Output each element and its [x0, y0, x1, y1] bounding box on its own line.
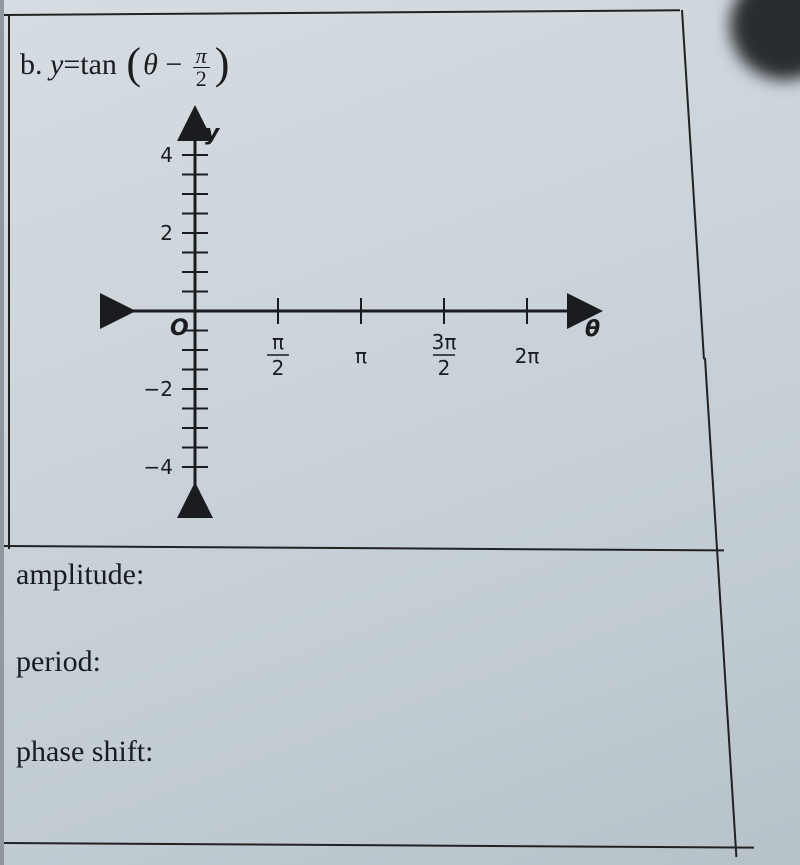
equation-func: tan [80, 48, 117, 81]
y-axis-label: y [205, 121, 220, 146]
tick-labels [144, 121, 601, 479]
axes [118, 123, 585, 500]
theta-axis-label: θ [585, 317, 601, 342]
equation-minus: − [165, 48, 183, 81]
equation-close-paren: ) [214, 39, 230, 88]
x-tick-label: 2π [514, 344, 540, 368]
origin-label: O [170, 316, 189, 341]
equation-y: y [50, 48, 64, 81]
equation-theta: θ [143, 48, 158, 81]
equation-frac-num: π [193, 45, 210, 68]
period-prompt: period: [16, 645, 101, 678]
phase-shift-prompt: phase shift: [16, 735, 154, 768]
y-tick-label: 4 [160, 143, 173, 167]
x-tick-label-numerator: π [271, 330, 285, 354]
equation-open-paren: ( [126, 39, 142, 88]
equation-frac-den: 2 [195, 65, 207, 91]
x-tick-label-numerator: 3π [431, 330, 457, 354]
y-tick-label: −2 [143, 377, 173, 401]
y-tick-label: 2 [160, 221, 173, 245]
problem-label: b. [20, 48, 43, 81]
x-tick-label: π [354, 344, 368, 368]
y-tick-label: −4 [143, 455, 173, 479]
x-tick-label-denominator: 2 [437, 356, 451, 380]
equation-equals: = [63, 48, 81, 81]
x-tick-label-denominator: 2 [271, 356, 285, 380]
amplitude-prompt: amplitude: [16, 558, 145, 591]
